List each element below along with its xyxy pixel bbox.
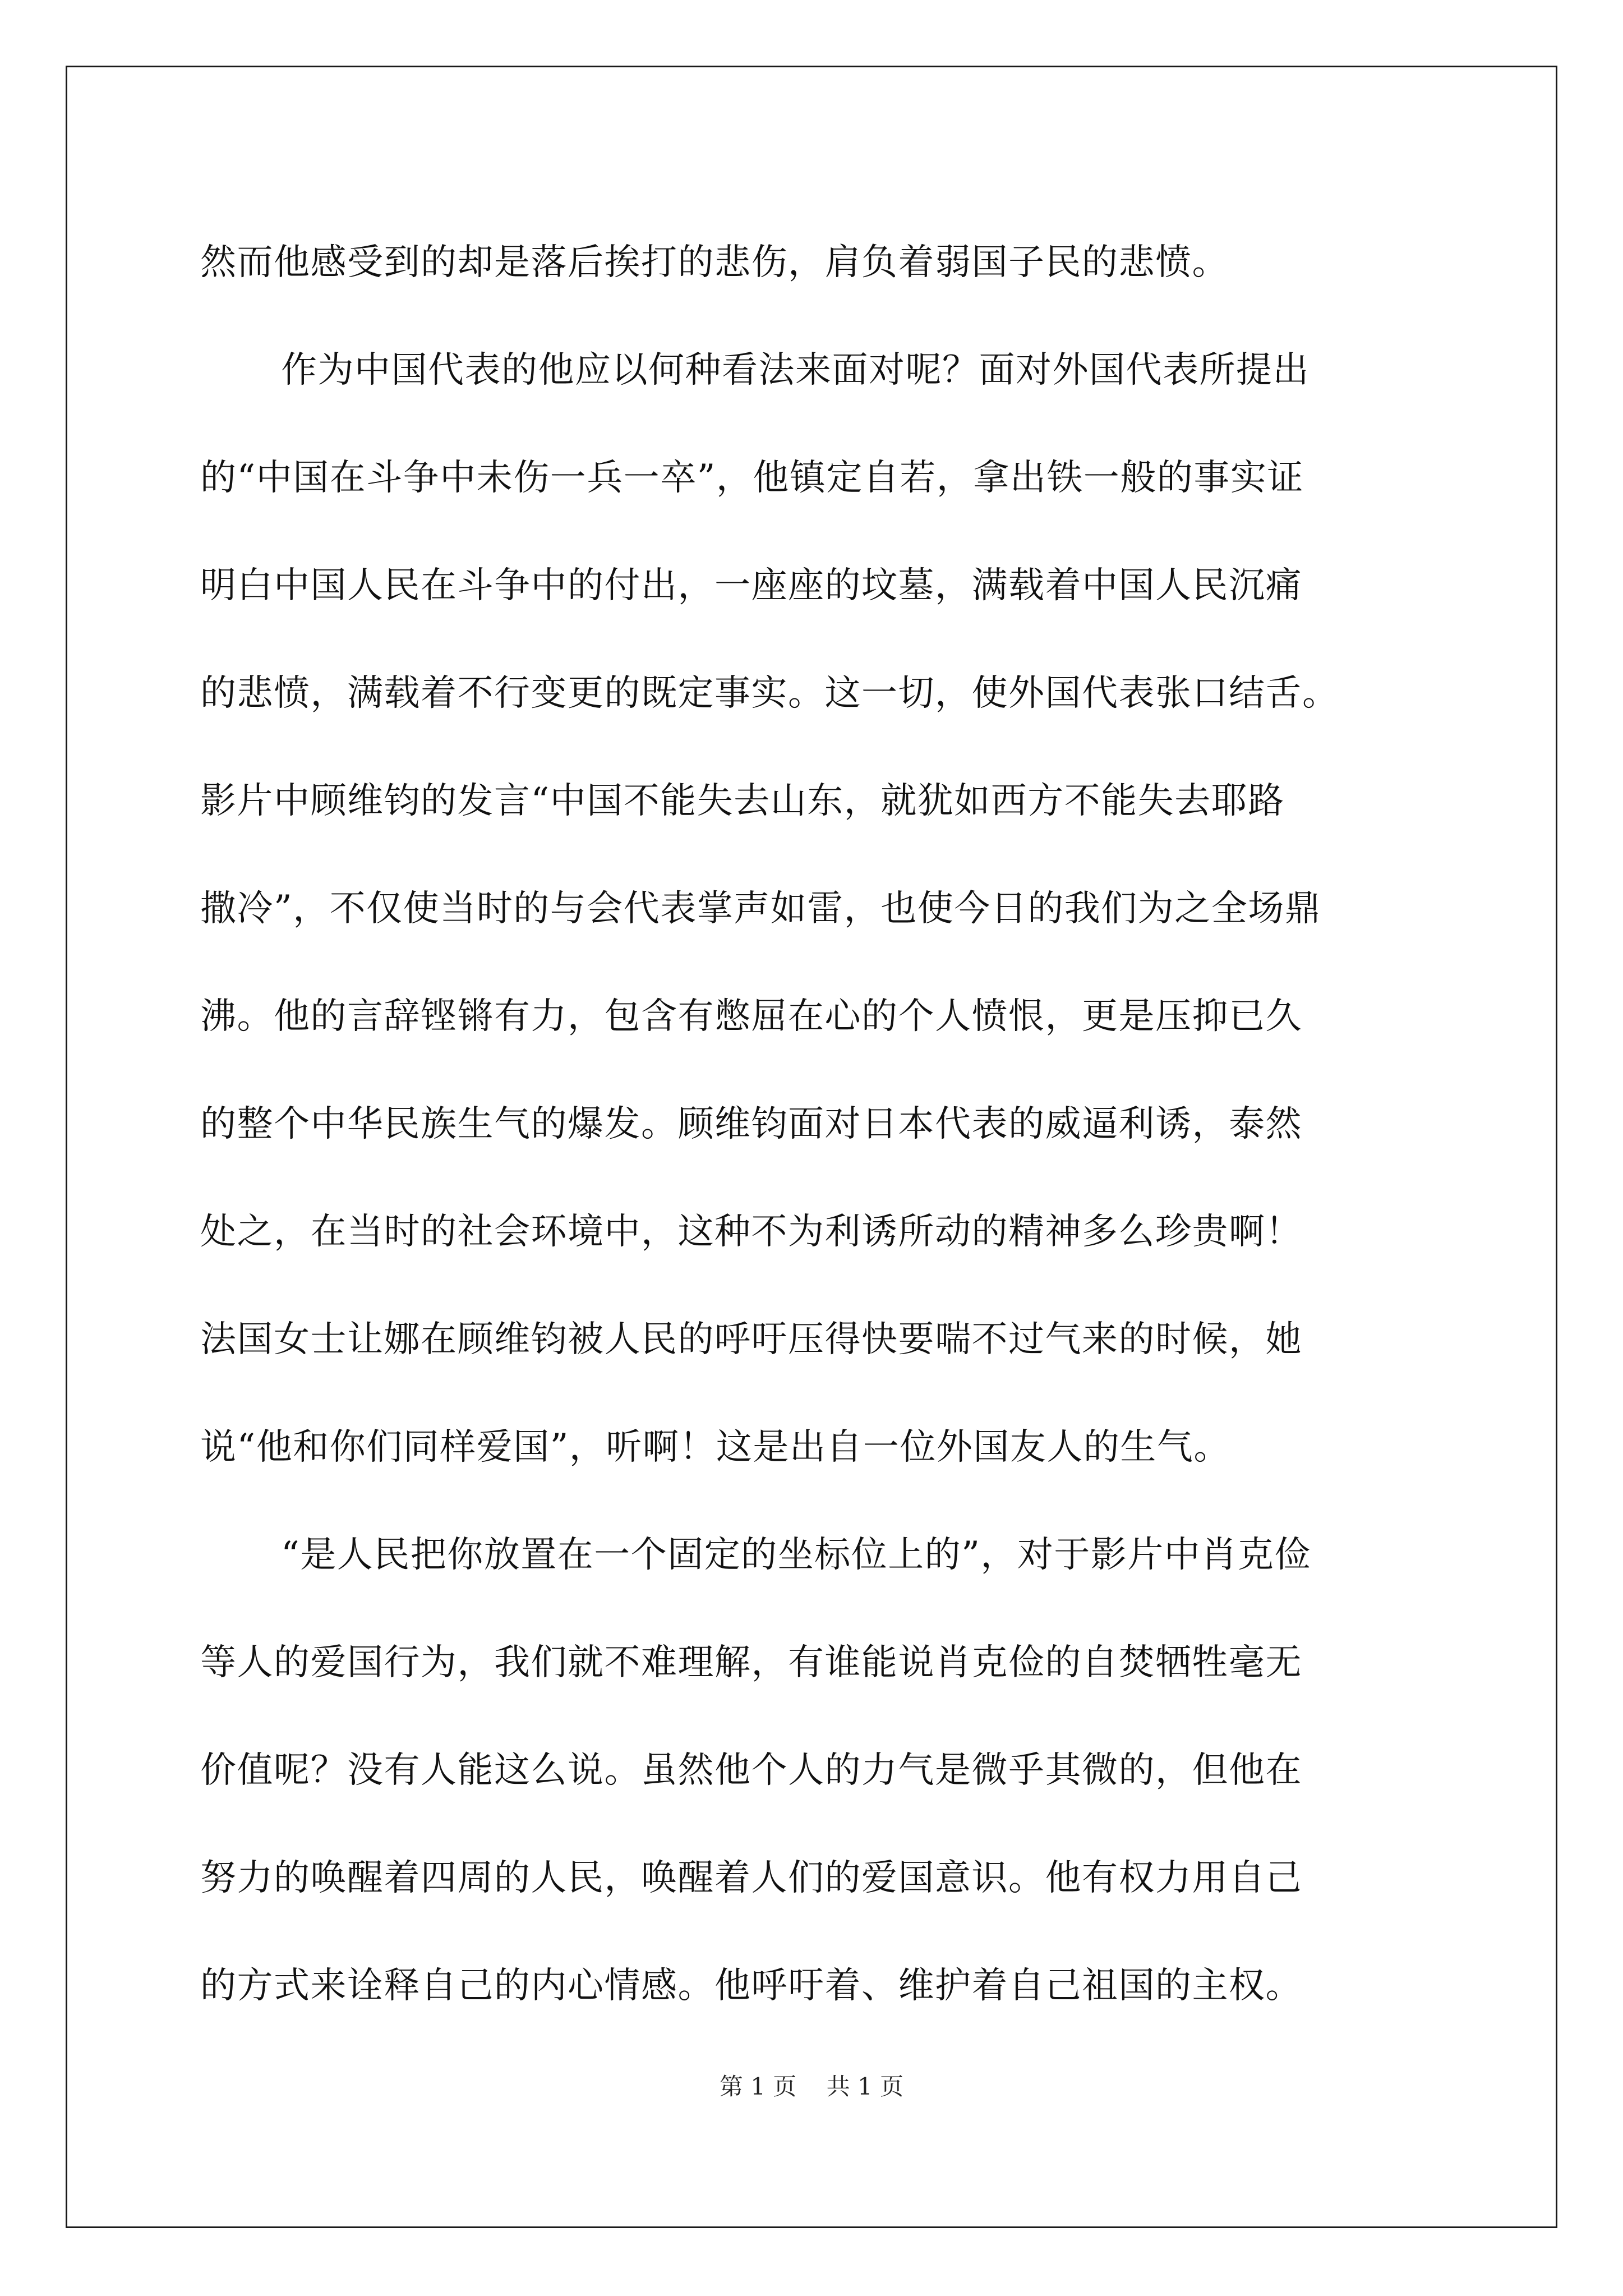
document-body (200, 209, 1428, 2040)
text-line-7: 撒冷”，不仅使当时的与会代表掌声如雷，也使今日的我们为之全场鼎 (200, 888, 1322, 930)
page-footer: 第 1 页 共 1 页 (719, 2073, 904, 2100)
text-line-10: 处之，在当时的社会环境中，这种不为利诱所动的精神多么珍贵啊！ (200, 1211, 1302, 1253)
text-line-2: 作为中国代表的他应以何种看法来面对呢？面对外国代表所提出 (281, 349, 1310, 391)
text-line-16: 努力的唤醒着四周的人民，唤醒着人们的爱国意识。他有权力用自己 (200, 1857, 1302, 1899)
text-line-5: 的悲愤，满载着不行变更的既定事实。这一切，使外国代表张口结舌。 (200, 673, 1339, 714)
text-line-13: “是人民把你放置在一个固定的坐标位上的”，对于影片中肖克俭 (281, 1534, 1311, 1576)
text-line-12: 说“他和你们同样爱国”，听啊！这是出自一位外国友人的生气。 (200, 1427, 1230, 1468)
text-line-8: 沸。他的言辞铿锵有力，包含有憋屈在心的个人愤恨，更是压抑已久 (200, 996, 1302, 1037)
text-line-3: 的“中国在斗争中未伤一兵一卒”，他镇定自若，拿出铁一般的事实证 (200, 457, 1304, 499)
text-line-9: 的整个中华民族生气的爆发。顾维钧面对日本代表的威逼利诱，泰然 (200, 1103, 1302, 1145)
text-line-6: 影片中顾维钧的发言“中国不能失去山东，就犹如西方不能失去耶路 (200, 780, 1285, 822)
text-line-14: 等人的爱国行为，我们就不难理解，有谁能说肖克俭的自焚牺牲毫无 (200, 1642, 1302, 1683)
text-line-4: 明白中国人民在斗争中的付出，一座座的坟墓，满载着中国人民沉痛 (200, 565, 1302, 606)
text-line-1: 然而他感受到的却是落后挨打的悲伤，肩负着弱国子民的悲愤。 (200, 242, 1229, 283)
text-line-11: 法国女士让娜在顾维钧被人民的呼吁压得快要喘不过气来的时候，她 (200, 1319, 1302, 1360)
text-line-15: 价值呢？没有人能这么说。虽然他个人的力气是微乎其微的，但他在 (200, 1750, 1302, 1791)
text-line-17: 的方式来诠释自己的内心情感。他呼吁着、维护着自己祖国的主权。 (200, 1965, 1302, 2007)
